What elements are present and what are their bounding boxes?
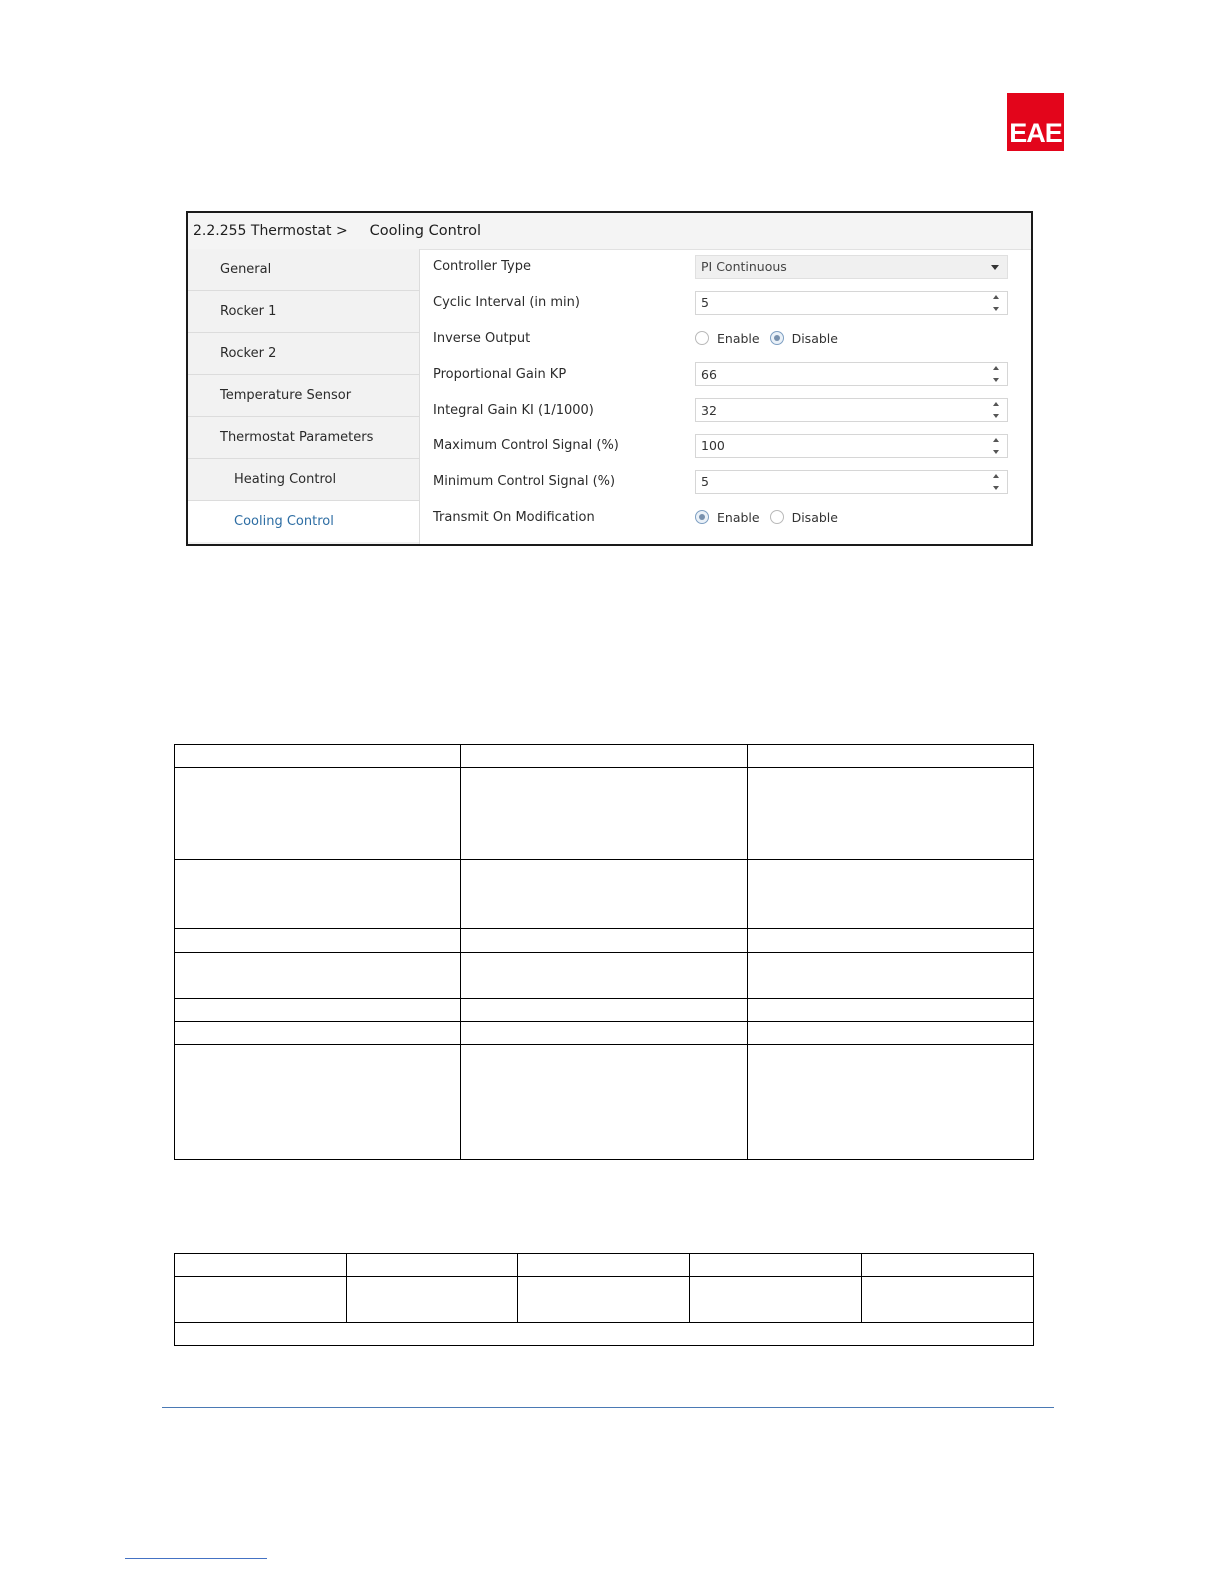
sidebar — [188, 249, 420, 544]
table-cell — [175, 1045, 461, 1160]
sidebar-item-rocker-2[interactable] — [188, 333, 419, 375]
table-row — [175, 860, 1034, 929]
table-row — [175, 1323, 1034, 1346]
inverse-output-disable-radio[interactable] — [770, 331, 838, 346]
arrow-up-icon[interactable] — [993, 366, 999, 370]
table-cell — [748, 1045, 1034, 1160]
stepper-value: 66 — [701, 366, 717, 382]
table-cell — [175, 953, 461, 999]
table-cell — [175, 1323, 1034, 1346]
page-title: Cooling Control — [369, 223, 482, 239]
transmit-radio-group — [695, 505, 1008, 529]
table-cell — [461, 929, 748, 953]
table-cell — [175, 929, 461, 953]
param-row-proportional-gain — [433, 356, 1031, 392]
param-label: Controller Type — [433, 259, 531, 275]
table-cell — [518, 1277, 690, 1323]
arrow-down-icon[interactable] — [993, 414, 999, 418]
table-row — [175, 1022, 1034, 1045]
sidebar-item-thermostat-parameters[interactable] — [188, 417, 419, 459]
table-cell — [461, 745, 748, 768]
table-cell — [748, 768, 1034, 860]
table-cell — [690, 1277, 862, 1323]
sidebar-item-label: Thermostat Parameters — [220, 430, 374, 445]
sidebar-item-cooling-control[interactable] — [188, 501, 419, 542]
table-cell — [175, 768, 461, 860]
table-cell — [862, 1277, 1034, 1323]
table-row — [175, 1045, 1034, 1160]
spin-arrows — [993, 438, 1001, 454]
radio-circle-icon — [770, 510, 784, 524]
param-row-inverse-output — [433, 321, 1031, 357]
radio-label: Disable — [791, 509, 838, 525]
controller-type-select[interactable] — [695, 255, 1008, 279]
spin-arrows — [993, 474, 1001, 490]
stepper-value: 5 — [701, 295, 709, 311]
param-label: Integral Gain KI (1/1000) — [433, 402, 594, 418]
sidebar-item-label: Rocker 2 — [220, 346, 277, 361]
sidebar-item-general[interactable] — [188, 249, 419, 291]
sidebar-item-heating-control[interactable] — [188, 459, 419, 501]
cyclic-interval-stepper[interactable] — [695, 291, 1008, 315]
table-row — [175, 953, 1034, 999]
radio-checked-icon — [770, 331, 784, 345]
table-row — [175, 1254, 1034, 1277]
table-cell — [461, 1022, 748, 1045]
table-row — [175, 745, 1034, 768]
chevron-down-icon — [991, 265, 999, 270]
param-label: Transmit On Modification — [433, 509, 595, 525]
window-titlebar — [188, 213, 1031, 250]
select-value: PI Continuous — [701, 259, 787, 275]
spin-arrows — [993, 402, 1001, 418]
sidebar-item-label: Heating Control — [234, 472, 337, 487]
transmit-enable-radio[interactable] — [695, 510, 760, 525]
table-cell — [461, 1045, 748, 1160]
arrow-down-icon[interactable] — [993, 307, 999, 311]
table-row — [175, 999, 1034, 1022]
transmit-disable-radio[interactable] — [770, 510, 838, 525]
radio-label: Enable — [717, 330, 760, 346]
param-label: Minimum Control Signal (%) — [433, 474, 616, 490]
max-control-signal-stepper[interactable] — [695, 434, 1008, 458]
stepper-value: 5 — [701, 474, 709, 490]
sidebar-item-label: Rocker 1 — [220, 304, 277, 319]
table-cell — [175, 745, 461, 768]
table-cell — [748, 999, 1034, 1022]
parameter-list — [433, 249, 1031, 544]
table-cell — [347, 1254, 518, 1277]
param-label: Cyclic Interval (in min) — [433, 295, 580, 311]
sidebar-item-temperature-sensor[interactable] — [188, 375, 419, 417]
table-cell — [748, 745, 1034, 768]
eae-logo: EAE — [1007, 93, 1064, 151]
table-row — [175, 1277, 1034, 1323]
table-cell — [175, 999, 461, 1022]
table-cell — [748, 860, 1034, 929]
footer-divider — [162, 1407, 1054, 1408]
stepper-value: 100 — [701, 438, 725, 454]
table-row — [175, 929, 1034, 953]
arrow-up-icon[interactable] — [993, 438, 999, 442]
arrow-up-icon[interactable] — [993, 295, 999, 299]
table-cell — [461, 768, 748, 860]
radio-label: Disable — [791, 330, 838, 346]
param-row-max-control-signal — [433, 428, 1031, 464]
sidebar-item-label: Cooling Control — [234, 514, 334, 529]
param-row-min-control-signal — [433, 464, 1031, 500]
breadcrumb[interactable]: 2.2.255 Thermostat > — [193, 223, 348, 239]
sidebar-item-label: General — [220, 262, 272, 277]
table-row — [175, 768, 1034, 860]
sidebar-item-label: Temperature Sensor — [220, 388, 352, 403]
table-cell — [748, 953, 1034, 999]
param-label: Inverse Output — [433, 330, 531, 346]
table-cell — [347, 1277, 518, 1323]
radio-circle-icon — [695, 331, 709, 345]
table-cell — [175, 1254, 347, 1277]
table-cell — [461, 860, 748, 929]
sidebar-item-rocker-1[interactable] — [188, 291, 419, 333]
arrow-down-icon[interactable] — [993, 378, 999, 382]
table-cell — [175, 1022, 461, 1045]
min-control-signal-stepper[interactable] — [695, 470, 1008, 494]
spin-arrows — [993, 366, 1001, 382]
inverse-output-enable-radio[interactable] — [695, 331, 760, 346]
param-label: Proportional Gain KP — [433, 366, 567, 382]
proportional-gain-stepper[interactable] — [695, 362, 1008, 386]
radio-checked-icon — [695, 510, 709, 524]
param-row-controller-type — [433, 249, 1031, 285]
parameter-description-table — [174, 744, 1034, 1160]
stepper-value: 32 — [701, 402, 717, 418]
table-cell — [175, 860, 461, 929]
param-row-integral-gain — [433, 392, 1031, 428]
table-cell — [690, 1254, 862, 1277]
param-label: Maximum Control Signal (%) — [433, 438, 619, 454]
radio-label: Enable — [717, 509, 760, 525]
communication-object-table — [174, 1253, 1034, 1346]
integral-gain-stepper[interactable] — [695, 398, 1008, 422]
arrow-up-icon[interactable] — [993, 474, 999, 478]
param-row-cyclic-interval — [433, 285, 1031, 321]
arrow-down-icon[interactable] — [993, 450, 999, 454]
footer-link-underline[interactable] — [125, 1558, 267, 1559]
table-cell — [461, 953, 748, 999]
inverse-output-radio-group — [695, 326, 1008, 350]
table-cell — [862, 1254, 1034, 1277]
table-cell — [461, 999, 748, 1022]
table-cell — [175, 1277, 347, 1323]
table-cell — [748, 929, 1034, 953]
table-cell — [748, 1022, 1034, 1045]
arrow-down-icon[interactable] — [993, 486, 999, 490]
arrow-up-icon[interactable] — [993, 402, 999, 406]
spin-arrows — [993, 295, 1001, 311]
param-row-transmit-on-modification — [433, 500, 1031, 536]
parameter-window — [186, 211, 1033, 546]
table-cell — [518, 1254, 690, 1277]
